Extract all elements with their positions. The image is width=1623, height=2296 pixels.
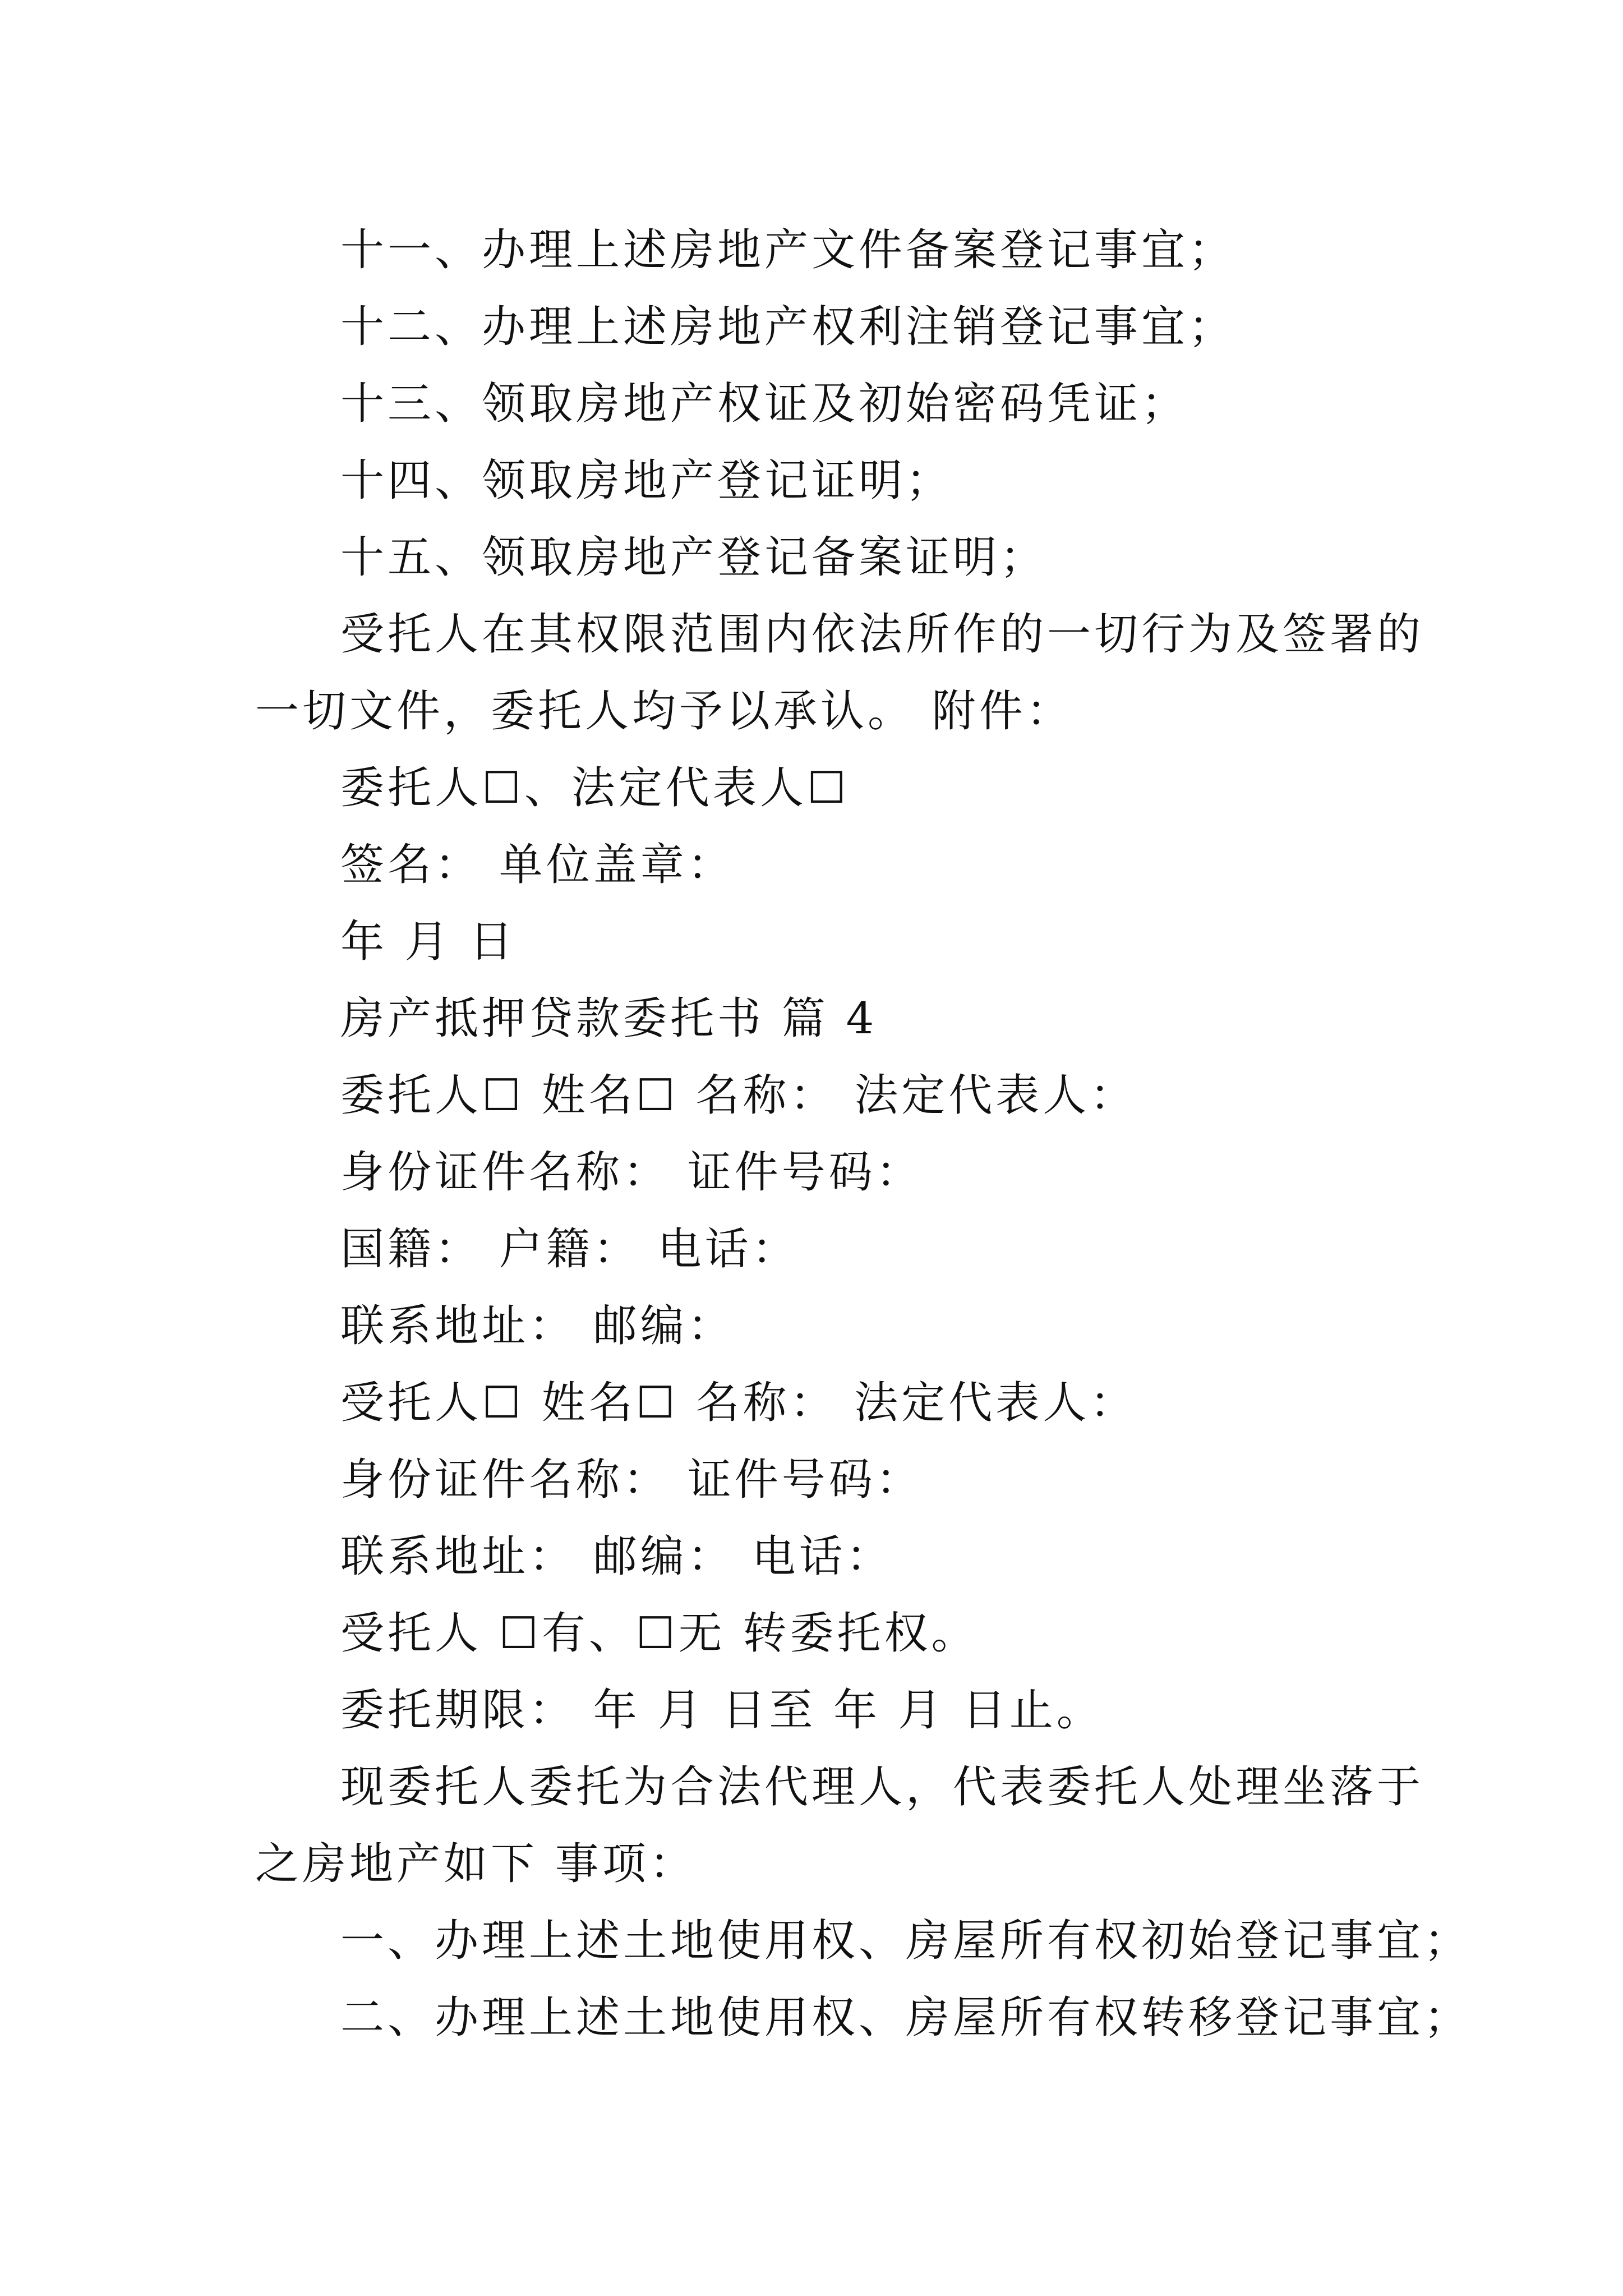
document-body (255, 212, 1472, 2056)
term-line: 委托期限： 年 月 日至 年 月 日止。 (340, 1685, 1104, 1736)
section-title: 房产抵押贷款委托书 篇 4 (340, 993, 878, 1044)
authorization-paragraph-line-2: 之房地产如下 事项： (255, 1839, 697, 1889)
item-1: 一、办理上述土地使用权、房屋所有权初始登记事宜； (340, 1916, 1472, 1966)
agent-id-line: 身份证件名称： 证件号码： (340, 1455, 923, 1505)
signature-line: 签名： 单位盖章： (340, 840, 735, 890)
item-2: 二、办理上述土地使用权、房屋所有权转移登记事宜； (340, 1993, 1472, 2043)
principal-id-line: 身份证件名称： 证件号码： (340, 1147, 923, 1198)
agent-line: 受托人☐ 姓名☐ 名称： 法定代表人： (340, 1378, 1137, 1428)
date-line: 年 月 日 (340, 917, 517, 967)
sub-delegation-line: 受托人 ☐有、☐无 转委托权。 (340, 1608, 979, 1659)
principal-line: 委托人☐ 姓名☐ 名称： 法定代表人： (340, 1070, 1137, 1121)
item-13: 十三、领取房地产权证及初始密码凭证； (340, 379, 1189, 429)
principal-type-line: 委托人☐、法定代表人☐ (340, 763, 850, 813)
item-14: 十四、领取房地产登记证明； (340, 455, 953, 506)
agent-address-line: 联系地址： 邮编： 电话： (340, 1531, 893, 1582)
item-11: 十一、办理上述房地产文件备案登记事宜； (340, 225, 1236, 275)
item-12: 十二、办理上述房地产权利注销登记事宜； (340, 302, 1236, 352)
principal-nationality-line: 国籍： 户籍： 电话： (340, 1224, 799, 1274)
acknowledgement-paragraph-line-1: 受托人在其权限范围内依法所作的一切行为及签署的 (340, 609, 1424, 660)
authorization-paragraph-line-1: 现委托人委托为合法代理人，代表委托人处理坐落于 (340, 1762, 1424, 1812)
acknowledgement-paragraph-line-2: 一切文件，委托人均予以承认。 附件： (255, 686, 1073, 737)
principal-address-line: 联系地址： 邮编： (340, 1301, 735, 1351)
item-15: 十五、领取房地产登记备案证明； (340, 532, 1048, 583)
